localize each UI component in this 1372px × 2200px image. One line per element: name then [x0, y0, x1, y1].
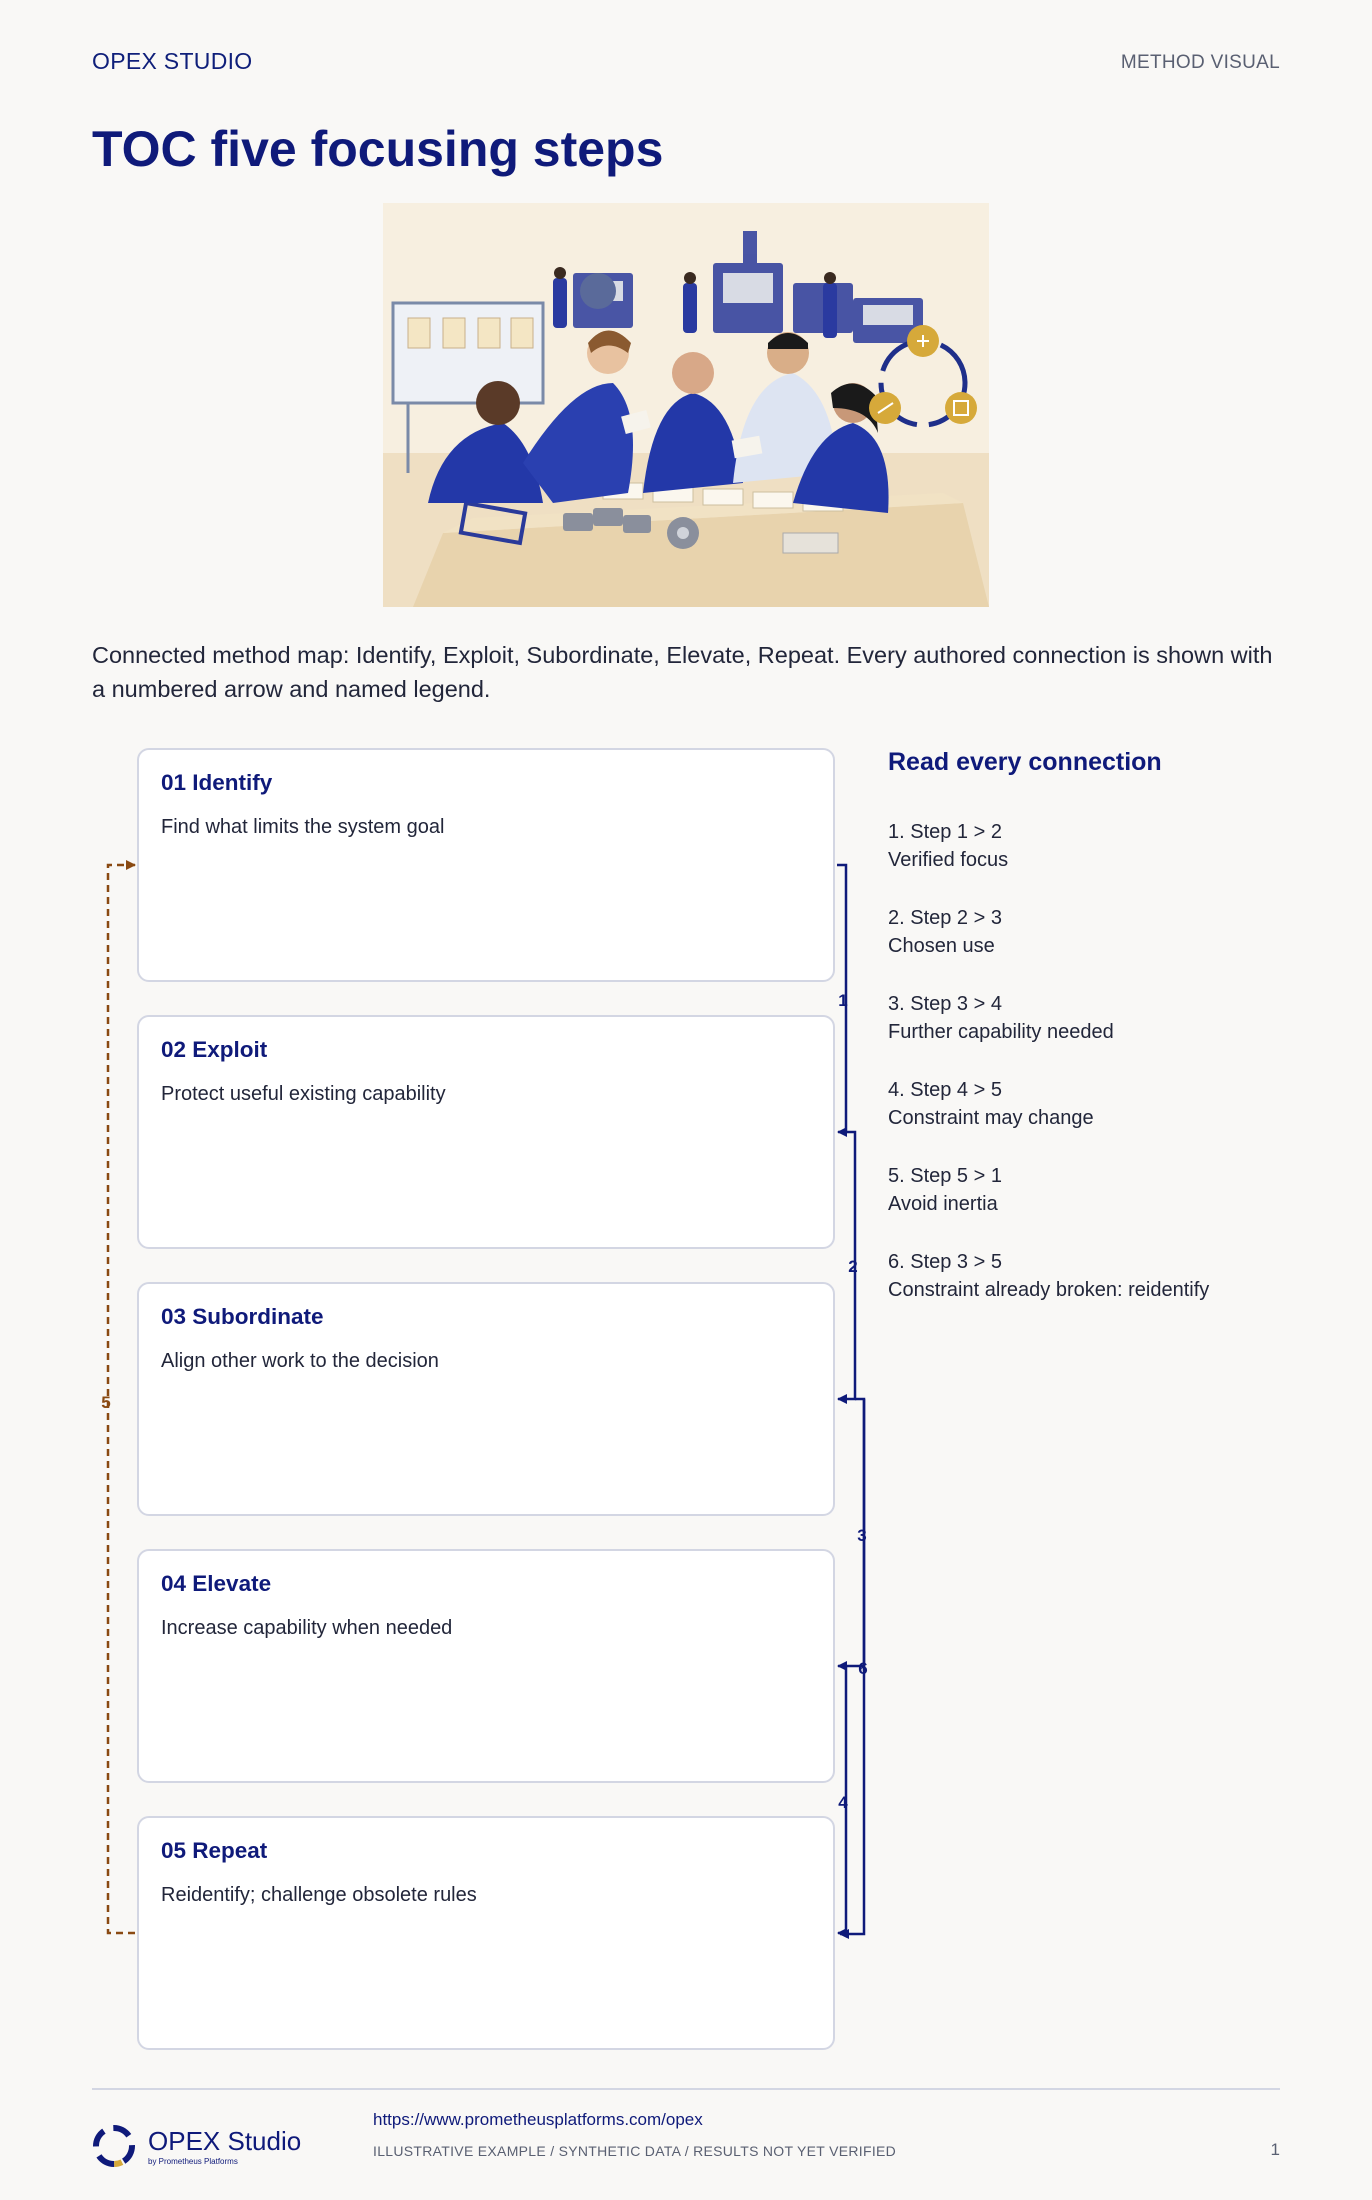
legend-route: 3. Step 3 > 4	[888, 993, 1002, 1015]
footer-divider	[92, 2088, 1280, 2090]
opex-logo-icon	[92, 2124, 136, 2168]
step-title: 03 Subordinate	[161, 1304, 324, 1329]
connector-label: 6	[858, 1659, 868, 1678]
legend-label: Avoid inertia	[888, 1193, 998, 1215]
step-description: Protect useful existing capability	[161, 1083, 446, 1105]
legend-item	[888, 1162, 1002, 1218]
legend-label: Further capability needed	[888, 1021, 1114, 1043]
legend-label: Chosen use	[888, 935, 995, 957]
step-description: Find what limits the system goal	[161, 816, 445, 838]
legend-item	[888, 1076, 1094, 1132]
step-title: 04 Elevate	[161, 1571, 272, 1596]
footer-disclaimer: ILLUSTRATIVE EXAMPLE / SYNTHETIC DATA / RESULTS NOT YET VERIFIED	[373, 2143, 897, 2159]
connector-label: 3	[857, 1526, 867, 1545]
footer-brand-byline: by Prometheus Platforms	[148, 2157, 238, 2166]
legend-item	[888, 1248, 1209, 1304]
legend-route: 6. Step 3 > 5	[888, 1251, 1002, 1273]
connector-label: 5	[101, 1393, 111, 1412]
step-description: Increase capability when needed	[161, 1617, 453, 1639]
footer-url-link[interactable]: https://www.prometheusplatforms.com/opex	[373, 2110, 703, 2129]
legend-title: Read every connection	[888, 748, 1162, 776]
step-description: Reidentify; challenge obsolete rules	[161, 1884, 477, 1906]
legend-item	[888, 904, 1002, 960]
step-title: 02 Exploit	[161, 1037, 268, 1062]
step-description: Align other work to the decision	[161, 1350, 439, 1372]
connector-5	[108, 865, 135, 1933]
legend-label: Constraint may change	[888, 1107, 1094, 1129]
page-number: 1	[1270, 2140, 1280, 2159]
legend-route: 1. Step 1 > 2	[888, 821, 1002, 843]
step-title: 05 Repeat	[161, 1838, 268, 1863]
legend-route: 5. Step 5 > 1	[888, 1165, 1002, 1187]
legend-label: Constraint already broken: reidentify	[888, 1279, 1210, 1301]
connector-label: 2	[848, 1257, 858, 1276]
legend-route: 2. Step 2 > 3	[888, 907, 1002, 929]
legend-item	[888, 818, 1008, 874]
brand-label: OPEX STUDIO	[92, 48, 253, 74]
legend-item	[888, 990, 1114, 1046]
footer-brand-name: OPEX Studio	[148, 2126, 302, 2156]
intro-text: Connected method map: Identify, Exploit, Subordinate, Elevate, Repeat. Every authored connection is shown with a numbered arrow and named legend.	[92, 642, 1273, 702]
connector-label: 4	[838, 1793, 848, 1812]
page-title: TOC five focusing steps	[92, 121, 664, 177]
legend-label: Verified focus	[888, 849, 1009, 871]
connector-label: 1	[838, 991, 848, 1010]
legend-route: 4. Step 4 > 5	[888, 1079, 1002, 1101]
step-title: 01 Identify	[161, 770, 273, 795]
document-kind-label: METHOD VISUAL	[1120, 52, 1280, 73]
